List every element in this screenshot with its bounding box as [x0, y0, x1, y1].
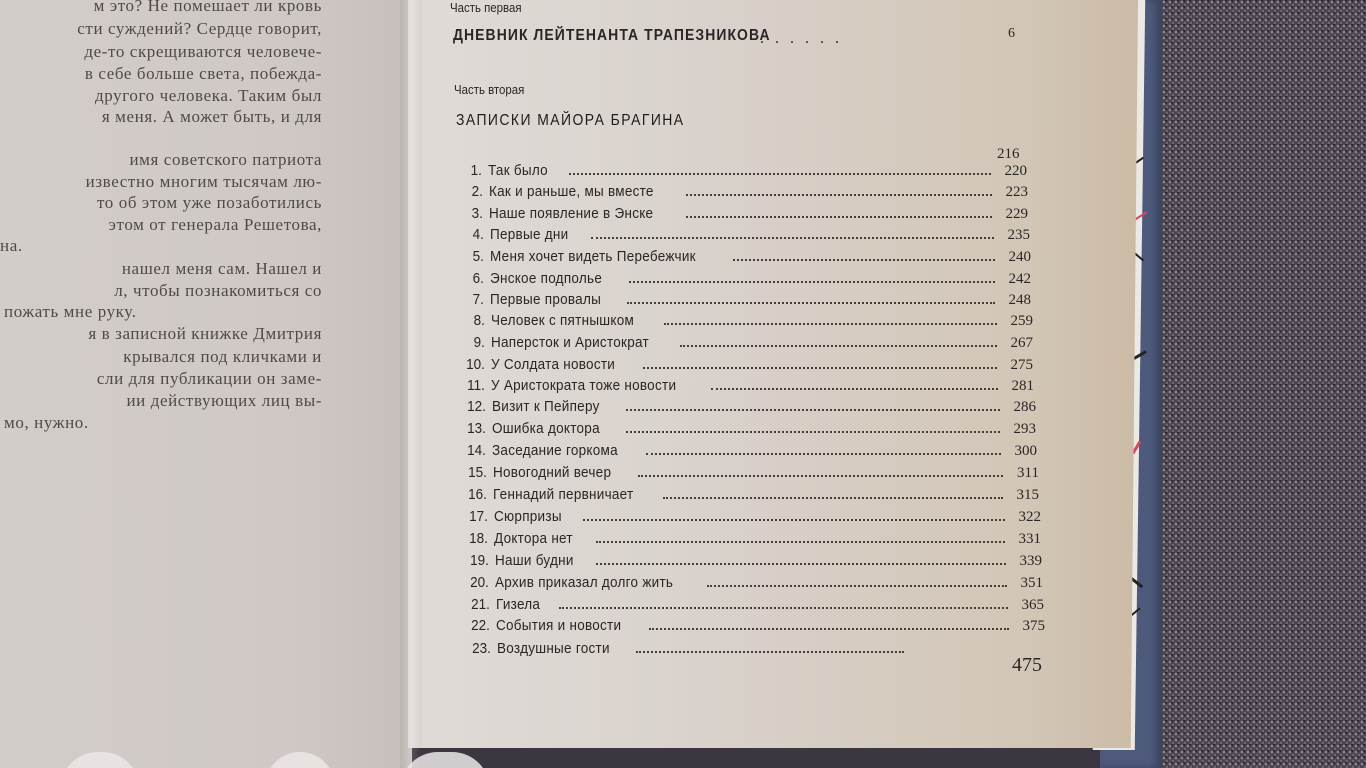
text-line: ии действующих лиц вы- [126, 391, 322, 410]
toc-row[interactable]: 6. Энское подполье 242 [472, 270, 1031, 287]
toc-row[interactable]: 18. Доктора нет 331 [469, 530, 1041, 547]
text-line: пожать мне руку. [4, 302, 137, 321]
part-two-first-page: 216 [997, 146, 1020, 162]
leader-dots [638, 475, 1003, 477]
toc-row[interactable]: 19. Наши будни 339 [470, 552, 1042, 569]
leader-dots [686, 194, 992, 196]
text-line: мо, нужно. [4, 413, 89, 432]
page-number: 475 [1012, 654, 1042, 676]
part-one-leader-dots: ...... [760, 30, 850, 47]
toc-row[interactable]: 2. Как и раньше, мы вместе 223 [471, 183, 1028, 200]
text-line: м это? Не помешает ли кровь [93, 0, 322, 15]
leader-dots [733, 259, 995, 261]
text-line: в себе больше света, побежда- [84, 64, 322, 83]
toc-row[interactable]: 20. Архив приказал долго жить 351 [470, 574, 1043, 591]
text-line: этом от генерала Решетова, [108, 215, 322, 234]
toc-row[interactable]: 9. Наперсток и Аристократ 267 [473, 334, 1033, 351]
leader-dots [629, 281, 995, 283]
toc-row[interactable]: 8. Человек с пятнышком 259 [473, 312, 1033, 329]
leader-dots [649, 628, 1009, 630]
leader-dots [680, 345, 997, 347]
text-line: де-то скрещиваются человече- [84, 42, 322, 61]
leader-dots [646, 453, 1001, 455]
part-one-page: 6 [1008, 26, 1015, 41]
toc-row[interactable]: 3. Наше появление в Энске 229 [471, 205, 1028, 222]
text-line: крывался под кличками и [123, 347, 322, 366]
text-line: имя советского патриота [129, 150, 322, 169]
leader-dots [664, 323, 997, 325]
text-line: нашел меня сам. Нашел и [121, 259, 322, 278]
leader-dots [583, 519, 1005, 521]
leader-dots [626, 409, 1000, 411]
toc-row[interactable]: 5. Меня хочет видеть Перебежчик 240 [472, 248, 1031, 265]
toc-row[interactable]: 7. Первые провалы 248 [472, 291, 1031, 308]
part-one-title: ДНЕВНИК ЛЕЙТЕНАНТА ТРАПЕЗНИКОВА [453, 27, 771, 44]
toc-row[interactable]: 14. Заседание горкома 300 [467, 442, 1037, 459]
leader-dots [559, 607, 1008, 609]
toc-row[interactable]: 17. Сюрпризы 322 [469, 508, 1041, 525]
text-line: я в записной книжке Дмитрия [88, 324, 322, 343]
toc-row[interactable]: 1. Так было 220 [470, 162, 1027, 179]
part-one-label: Часть первая [450, 0, 522, 15]
leader-dots [707, 585, 1007, 587]
text-line: сли для публикации он заме- [96, 369, 322, 388]
leader-dots [636, 651, 904, 653]
text-line: сти суждений? Сердце говорит, [77, 19, 322, 38]
toc-row[interactable]: 23. Воздушные гости [470, 640, 940, 660]
leader-dots [627, 302, 995, 304]
text-line: л, чтобы познакомиться со [114, 281, 322, 300]
text-line: известно многим тысячам лю- [85, 172, 322, 191]
leader-dots [686, 216, 992, 218]
toc-row[interactable]: 4. Первые дни 235 [472, 226, 1030, 243]
leader-dots [711, 388, 998, 390]
toc-row[interactable]: 15. Новогодний вечер 311 [468, 464, 1039, 481]
toc-row[interactable]: 16. Геннадий первничает 315 [468, 486, 1039, 503]
leader-dots [569, 173, 991, 175]
leader-dots [596, 563, 1006, 565]
left-page [0, 0, 412, 768]
leader-dots [591, 237, 994, 239]
toc-row[interactable]: 13. Ошибка доктора 293 [467, 420, 1036, 437]
leader-dots [643, 367, 997, 369]
toc-row[interactable]: 22. События и новости 375 [471, 617, 1045, 634]
text-line: то об этом уже позаботились [96, 193, 322, 212]
part-two-title: ЗАПИСКИ МАЙОРА БРАГИНА [456, 112, 685, 129]
toc-row[interactable]: 21. Гизела 365 [471, 596, 1044, 613]
fabric-background [1150, 0, 1366, 768]
toc-row[interactable]: 10. У Солдата новости 275 [466, 356, 1033, 373]
toc-row[interactable]: 12. Визит к Пейперу 286 [467, 398, 1036, 415]
leader-dots [596, 541, 1005, 543]
text-line: другого человека. Таким был [95, 86, 322, 105]
leader-dots [663, 497, 1003, 499]
book-gutter [400, 0, 422, 768]
leader-dots [626, 431, 1000, 433]
part-two-label: Часть вторая [454, 82, 525, 97]
toc-row[interactable]: 11. У Аристократа тоже новости 281 [467, 377, 1034, 394]
text-line: на. [0, 236, 23, 255]
text-line: я меня. А может быть, и для [101, 107, 322, 126]
